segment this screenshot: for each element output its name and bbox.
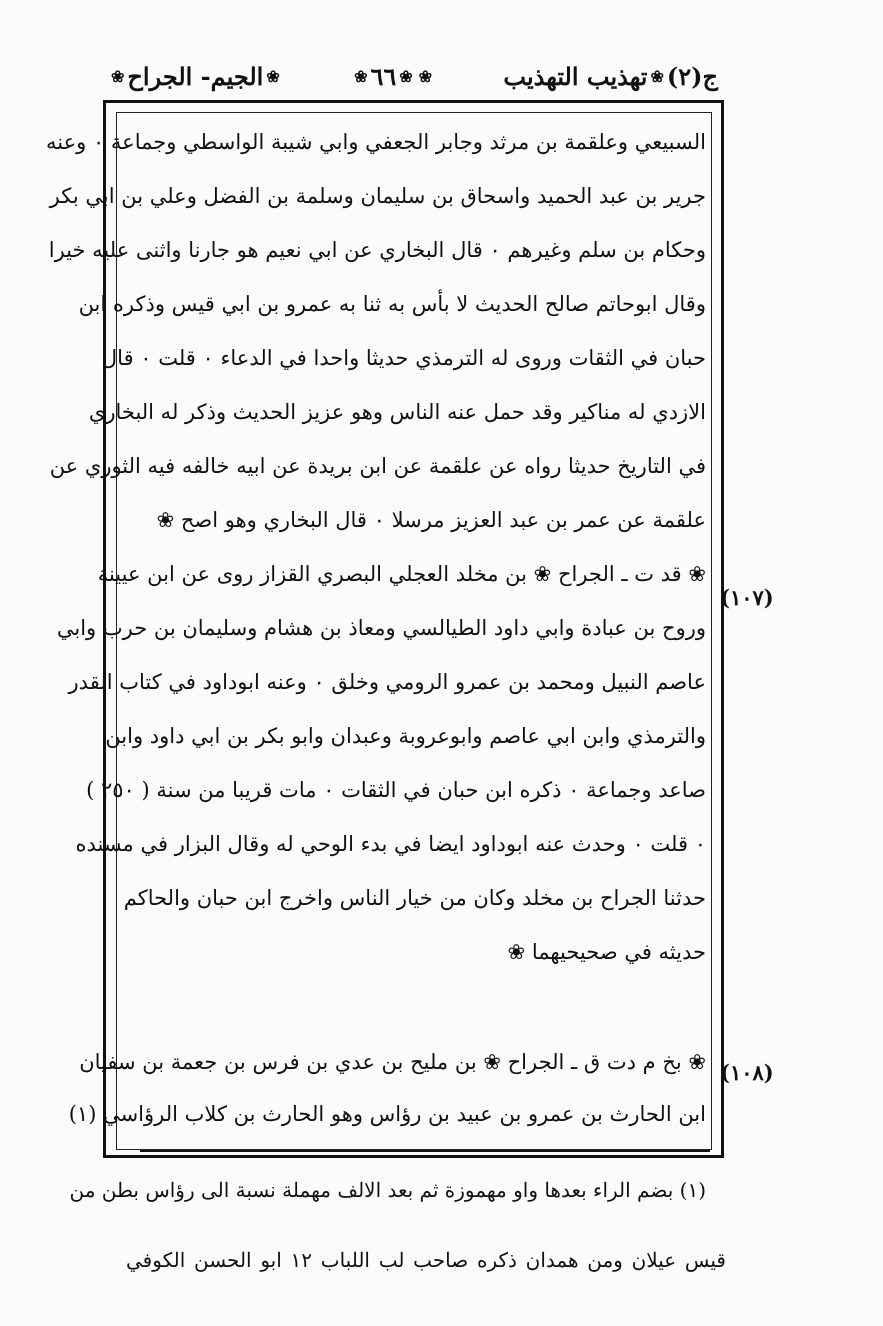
ornament-icon: ❀ [399,66,413,86]
ornament-icon: ❀ [354,66,368,86]
entry-number: (١٠٧) [720,585,774,610]
footnote-rule [140,1150,710,1152]
ornament-icon: ❀ [266,66,280,86]
text-line: وحكام بن سلم وغيرهم ٠ قال البخاري عن ابي نعيم هو جارنا واثنى عليه خيرا [48,238,706,262]
footnote-line: (١) بضم الراء بعدها واو مهموزة ثم بعد الالف مهملة نسبة الى رؤاس بطن من [69,1178,706,1202]
ornament-icon: ❀ [418,66,433,86]
text-line: وقال ابوحاتم صالح الحديث لا بأس به ثنا به عمرو بن ابي قيس وذكره ابن [78,292,706,316]
running-header [108,58,718,94]
header-section-group [108,62,283,91]
text-line: علقمة عن عمر بن عبد العزيز مرسلا ٠ قال البخاري وهو اصح ❀ [156,508,706,532]
text-line: جرير بن عبد الحميد واسحاق بن سليمان وسلمة بن الفضل وعلي بن ابي بكر [49,184,706,208]
text-line: السبيعي وعلقمة بن مرثد وجابر الجعفي وابي شيبة الواسطي وجماعة ٠ وعنه [46,130,706,154]
entry-number: (١٠٨) [720,1060,774,1085]
header-volume-title [503,62,718,91]
text-line: حدثنا الجراح بن مخلد وكان من خيار الناس واخرج ابن حبان والحاكم [123,886,706,910]
text-line: والترمذي وابن ابي عاصم وابوعروبة وعبدان وابو بكر بن ابي داود وابن [105,724,706,748]
header-volume: ج(٢) [666,61,718,91]
text-line: في التاريخ حديثا رواه عن علقمة عن ابن بريدة عن ابيه خالفه فيه الثوري عن [49,454,706,478]
entry-heading-line: ❀ بخ م دت ق ـ الجراح ❀ بن مليح بن عدي بن فرس بن جعمة بن سفيان [79,1050,706,1074]
footnote-line: قيس عيلان ومن همدان ذكره صاحب لب اللباب ١٢ ابو الحسن الكوفي [126,1248,726,1272]
ornament-icon: ❀ [650,66,664,86]
page-number: ٦٦ [370,61,397,91]
header-book-title: تهذيب التهذيب [503,61,648,91]
text-line: حبان في الثقات وروى له الترمذي حديثا واحدا في الدعاء ٠ قلت ٠ قال [101,346,706,370]
text-line: الازدي له مناكير وقد حمل عنه الناس وهو عزيز الحديث وذكر له البخاري [88,400,706,424]
header-page-group [351,62,435,91]
text-line: عاصم النبيل ومحمد بن عمرو الرومي وخلق ٠ وعنه ابوداود في كتاب القدر [68,670,706,694]
text-line: صاعد وجماعة ٠ ذكره ابن حبان في الثقات ٠ مات قريبا من سنة ( ٢٥٠ ) [86,778,706,802]
entry-heading-line: ❀ قد ت ـ الجراح ❀ بن مخلد العجلي البصري القزاز روى عن ابن عيينة [97,562,706,586]
ornament-icon: ❀ [111,66,125,86]
text-line: ابن الحارث بن عمرو بن عبيد بن رؤاس وهو الحارث بن كلاب الرؤاسي (١) [68,1102,706,1126]
text-line: حديثه في صحيحيهما ❀ [507,940,706,964]
text-line: وروح بن عبادة وابي داود الطيالسي ومعاذ بن هشام وسليمان بن حرب وابي [56,616,706,640]
text-line: ٠ قلت ٠ وحدث عنه ابوداود ايضا في بدء الوحي له وقال البزار في مسنده [75,832,706,856]
header-section: الجيم- الجراح [127,61,264,91]
